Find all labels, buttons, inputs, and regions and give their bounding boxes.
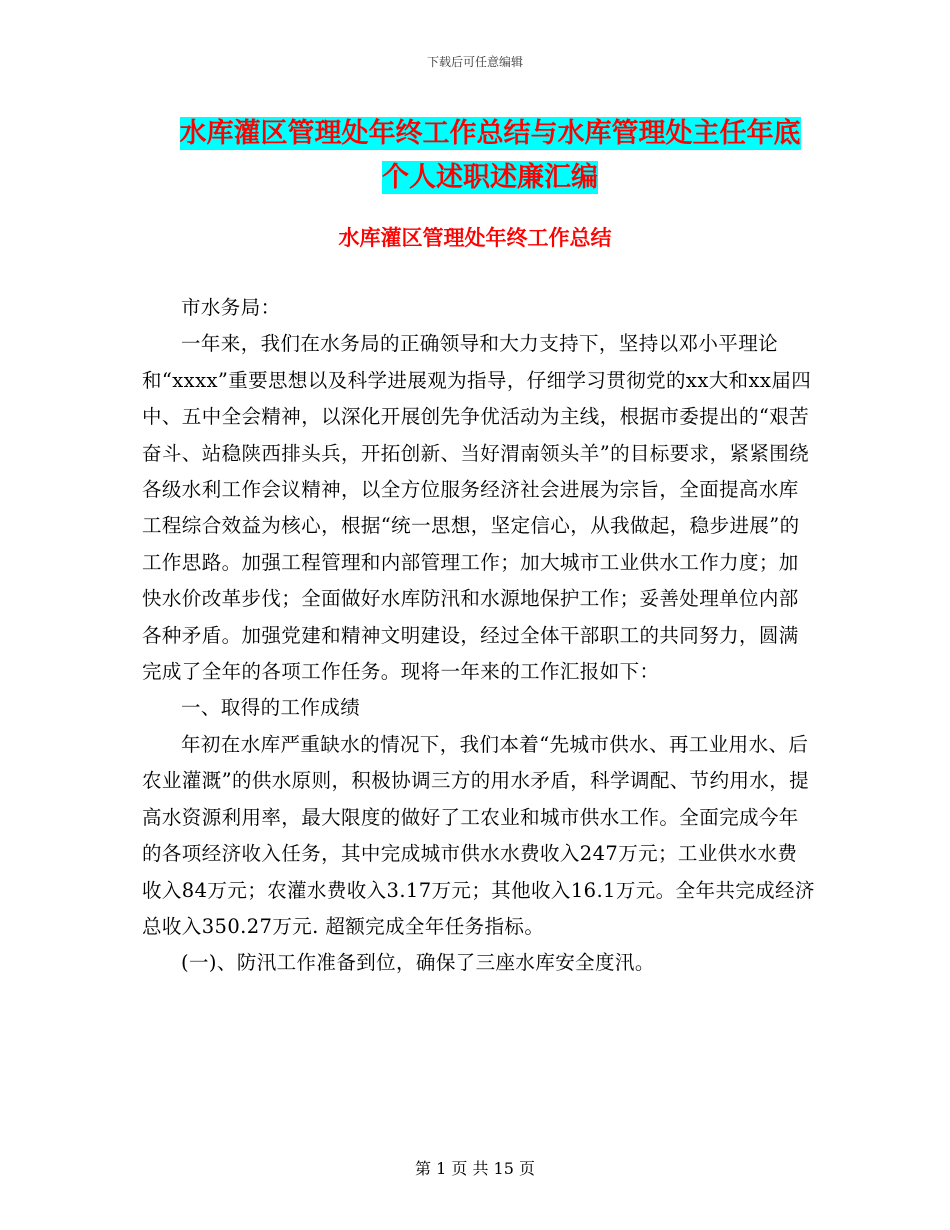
- section-heading: 一、取得的工作成绩: [181, 696, 361, 720]
- document-title: [140, 112, 840, 200]
- paragraph: 年初在水库严重缺水的情况下，我们本着“先城市供水、再工业用水、后农业灌溉”的供水原则，积极协调三方的用水矛盾，科学调配、节约用水，提高水资源利用率，最大限度的做好了工农业和城市供水工作。全面完成今年的各项经济收入任务，其中完成城市供水水费收入247万元；工业供水水费收入84万元；农灌水费收入3.17万元；其他收入16.1万元。全年共完成经济总收入350.27万元. 超额完成全年任务指标。: [142, 732, 815, 938]
- section-title: 水库灌区管理处年终工作总结: [338, 226, 612, 250]
- salutation: 市水务局：: [181, 296, 281, 319]
- header-note: 下载后可任意编辑: [426, 55, 523, 69]
- paragraph: 一年来，我们在水务局的正确领导和大力支持下，坚持以邓小平理论和“xxxx”重要思想以及科学进展观为指导，仔细学习贯彻党的xx大和xx届四中、五中全会精神，以深化开展创先争优活动为主线，根据市委提出的“艰苦奋斗、站稳陕西排头兵，开拓创新、当好渭南领头羊”的目标要求，紧紧围绕各级水利工作会议精神，以全方位服务经济社会进展为宗旨，全面提高水库工程综合效益为核心，根据“统一思想，坚定信心，从我做起，稳步进展”的工作思路。加强工程管理和内部管理工作；加大城市工业供水工作力度；加快水价改革步伐；全面做好水库防汛和水源地保护工作；妥善处理单位内部各种矛盾。加强党建和精神文明建设，经过全体干部职工的共同努力，圆满完成了全年的各项工作任务。现将一年来的工作汇报如下：: [142, 332, 812, 684]
- subsection-heading: (一)、防汛工作准备到位，确保了三座水库安全度汛。: [181, 951, 655, 975]
- page-footer: 第 1 页 共 15 页: [415, 1159, 535, 1178]
- title-line-1: 水库灌区管理处年终工作总结与水库管理处主任年底: [179, 118, 801, 149]
- document-body: [142, 290, 817, 982]
- title-line-2: 个人述职述廉汇编: [382, 162, 598, 193]
